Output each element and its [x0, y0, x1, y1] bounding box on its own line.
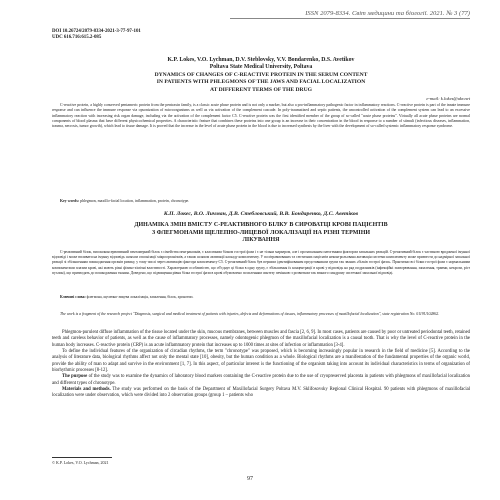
methods-label: Materials and methods. [62, 387, 111, 393]
copyright-notice [52, 460, 109, 465]
keywords-ua: флегмона, щелепно-лицева локалізація, запалення, білок, хронотип. [86, 295, 194, 299]
copyright-line-1: © K.P. Lokes, V.O. Lychman, 2021 [52, 460, 109, 465]
title-en-line-1: DYNAMICS OF CHANGES OF C-REACTIVE PROTEIN IN THE SERUM CONTENT [154, 72, 368, 78]
methods-text: The study was performed on the basis of the Department of Maxillofacial Surgery Poltava M.V. Sklifosovsky Regional Clinical Hospital. 90 patients with phlegmons of maxillofacial localization were under observation, which were divided into 2 observation groups (group 1 – patients who [52, 387, 470, 399]
body-paragraph-4 [52, 387, 470, 400]
title-en-line-3: AT DIFFERENT TERMS OF THE DRUG [209, 86, 312, 93]
article-body [52, 330, 470, 400]
article-identifiers [52, 29, 141, 42]
author-list-en: K.P. Lokes, V.O. Lychman, D.V. Steblovsky, V.V. Bondarenko, D.S. Avetikov [167, 57, 355, 63]
research-project-note: The work is a fragment of the research project "Diagnosis, surgical and medical treatment of patients with injuries, defects and deformations of tissues, inflammatory processes of maxillofacial localization", state registration No. 0119U102862. [60, 312, 440, 316]
authors-english [52, 57, 470, 71]
keywords-label-ua: Ключові слова: [60, 295, 86, 299]
abstract-english: C-reactive protein, a highly conserved pentameric protein from the pentraxin family, is a classic acute phase protein and is not only a marker, but also a pro-inflammatory pathogenic factor in inflammatory reactions. C-reactive protein is part of the innate immune response and can influence the immune response via opsonization of microorganisms as well as via activation of the complement cascade. In poly-traumatized and septic patients, the uncontrolled activation of the complement system can lead to an excessive inflammatory reaction with increasing risk organ damage, including via the activation of the complement factor C5. C-reactive protein was the first identified member of the group of so-called "acute phase proteins". Virtually all acute phase proteins are normal components of blood plasma that have different physicochemical properties. A characteristic feature that combines these proteins into one group is an increase in their concentration in the blood in response to a number of stimuli (infectious diseases, inflammation, trauma, necrosis, tumor growth), which lead to tissue damage. It is proved that the increase in the level of acute phase protein in the blood is due to increased synthesis by the liver with the development of so-called systemic inflammatory response syndrome. [52, 103, 470, 129]
title-english [62, 72, 460, 94]
keywords-ukrainian [52, 295, 470, 300]
contact-email[interactable]: e-mail: k.lokes@ukr.net [426, 96, 470, 101]
title-ua-line-3: ЛІКУВАННЯ [242, 237, 280, 244]
body-paragraph-3 [52, 374, 470, 387]
title-ua-line-1: ДИНАМІКА ЗМІН ВМІСТУ С-РЕАКТИВНОГО БІЛКУ В СИРОВАТЦІ КРОВІ ПАЦІЄНТІВ [134, 222, 388, 228]
authors-ukrainian: К.П. Локес, В.О. Личман, Д.В. Стебловський, В.В. Бондаренко, Д.С. Аветіков [163, 211, 359, 217]
abstract-ukrainian: С-реактивний білок, висококонсервативний пентамерний білок з сімейства пентраксинів, є класичним білком гострої фази і є не тільки маркером, але і прозапальним патогенним фактором запальних реакцій. С-реактивний білок є частиною вродженої імунної відповіді і може впливати на імунну відповідь шляхом опсонізації мікроорганізмів, а також шляхом активації каскаду комплементу. У політравмованих та септичних пацієнтів неконтрольована активація системи комплементу може призвести до надмірної запальної реакції зі збільшенням пошкодження органів ризику, у тому числі через активацію фактора комплементу С5. С-реактивний білок був першим ідентифікованим представником групи так званих «білків гострої фази». Практично всі білки гострої фази є нормальними компонентами плазми крові, які мають різні фізико-хімічні властивості. Характерною особливістю, що об'єднує ці білки в одну групу, є збільшення їх концентрації в крові у відповідь на ряд подразників (інфекційні захворювання, запалення, травми, некрози, ріст пухлин), що призводять до пошкодження тканин. Доведено, що підвищення рівня білка гострої фази в крові обумовлено посиленням синтезу печінкою з розвитком так званого синдрому системної запальної відповіді. [52, 250, 470, 275]
footer-divider [52, 457, 112, 458]
affiliation: Poltava State Medical University, Poltava [209, 63, 313, 70]
title-ua-line-2: З ФЛЕГМОНАМИ ЩЕЛЕПНО-ЛИЦЕВОЇ ЛОКАЛІЗАЦІЇ НА РІЗНІ ТЕРМІНИ [151, 229, 371, 236]
purpose-text: of the study was to examine the dynamics of laboratory blood markers containing the C-reactive protein due to the use of cryopreserved placenta in patients with phlegmons of maxillofacial localization and different types of chronotype. [52, 374, 471, 386]
keywords-english [52, 199, 470, 204]
keywords-en: phlegmon, maxillo-facial location, inflammation, protein, chronotype. [80, 199, 190, 203]
keywords-label-en: Key words: [60, 199, 80, 203]
title-en-line-2: IN PATIENTS WITH PHLEGMONS OF THE JAWS AND FACIAL LOCALIZATION [156, 79, 366, 86]
purpose-label: The purpose [62, 374, 88, 380]
page-number: 97 [247, 476, 253, 482]
body-paragraph-1: Phlegmon-purulent diffuse inflammation of the tissue located under the skin, mucous membranes, between muscles and fascia [2, 6, 9]. In most cases, patients are caused by poor or untreated periodontal teeth, retained teeth and careless behavior of patients, as well as the cause of inflammatory processes, namely odontogenic phlegmon of the maxillofacial localization is a causal tooth. That is why the level of C-reactive protein in the human body increases. C-reactive protein (CRP) is an acute inflammatory protein that increases up to 1000 times at sites of infection or inflammation [3-4]. [52, 330, 470, 348]
journal-header: ISSN 2079-8334. Світ медицини та біології. 2021. № 3 (77) [230, 10, 470, 19]
udc: UDC 616.716:615.2-085 [52, 35, 102, 41]
body-paragraph-2: To define the individual features of the organization of circadian rhythms, the term "chronotype" was proposed, which is becoming increasingly popular in research in the field of medicine [5]. According to the analysis of literature data, biological rhythms affect not only the mental state [10], obesity, but the human condition as a whole. Biological rhythms are a manifestation of the fundamental properties of the organic world, provide the ability of man to adapt and survive in the environment [1, 7]. In this aspect, of particular interest is the functioning of the organism taking into account its individual characteristics in terms of organization of biorhythmic processes [8-12]. [52, 349, 470, 374]
doi[interactable]: DOI 10.26724/2079-8334-2021-3-77-97-101 [52, 29, 141, 34]
title-ukrainian [70, 222, 452, 245]
